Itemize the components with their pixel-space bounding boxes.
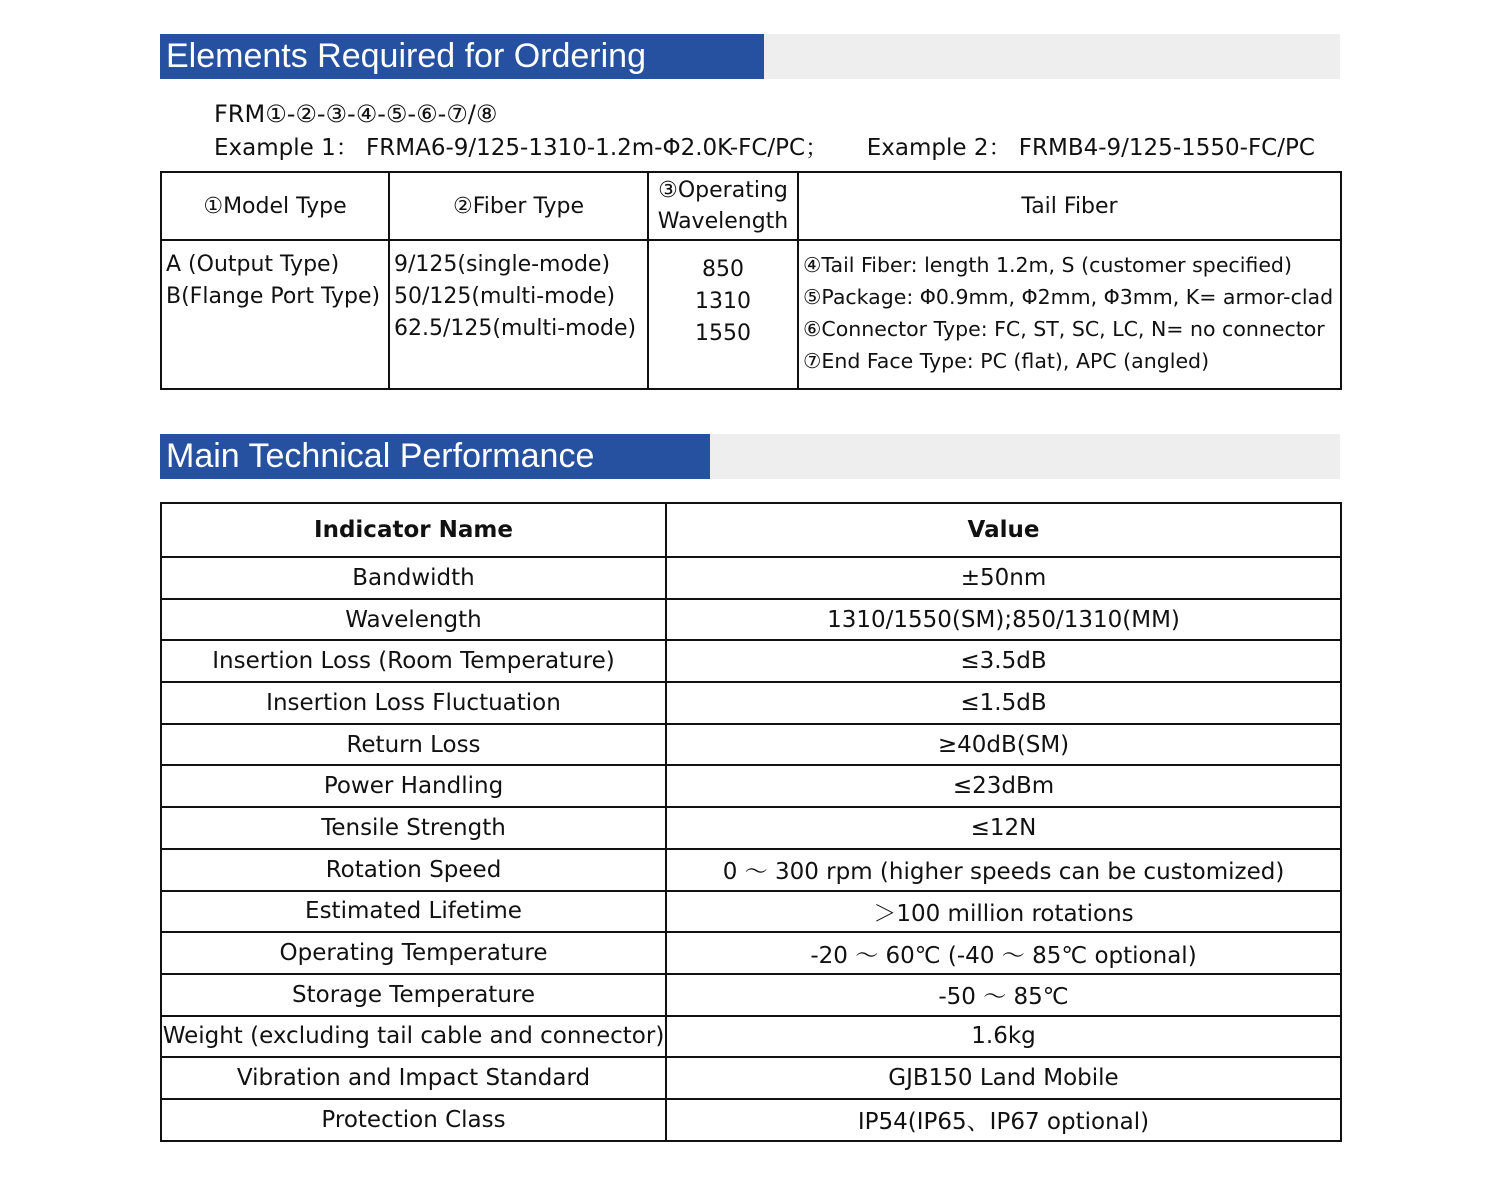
example2-label: Example 2： <box>866 135 1012 161</box>
model-type-item: A (Output Type) <box>166 252 340 277</box>
indicator-value-cell: -50 ～ 85℃ <box>666 974 1341 1016</box>
indicator-value-cell: ≥40dB(SM) <box>666 724 1341 766</box>
table-row <box>161 557 1341 599</box>
indicator-name-cell: Insertion Loss Fluctuation <box>161 682 666 724</box>
indicator-value-cell: -20 ～ 60℃ (-40 ～ 85℃ optional) <box>666 932 1341 974</box>
tail-fiber-item: ④Tail Fiber: length 1.2m, S (customer specified) <box>803 253 1292 277</box>
tail-fiber-cell <box>798 240 1341 389</box>
header-tail-fiber: Tail Fiber <box>798 172 1341 240</box>
ordering-section-title: Elements Required for Ordering <box>160 34 764 79</box>
fiber-type-item: 9/125(single-mode) <box>394 252 611 277</box>
performance-section-title: Main Technical Performance <box>160 434 710 479</box>
fiber-type-item: 50/125(multi-mode) <box>394 284 616 309</box>
performance-table-body <box>161 557 1341 1141</box>
example1-label: Example 1： <box>214 135 359 161</box>
header-wavelength <box>648 172 798 240</box>
header-wavelength-line2: Wavelength <box>657 209 789 234</box>
table-row <box>161 932 1341 974</box>
indicator-name-cell: Vibration and Impact Standard <box>161 1057 666 1099</box>
fiber-type-cell <box>389 240 648 389</box>
indicator-name-cell: Return Loss <box>161 724 666 766</box>
wavelength-item: 850 <box>702 257 744 282</box>
indicator-name-cell: Power Handling <box>161 765 666 807</box>
header-model-type: ①Model Type <box>161 172 389 240</box>
table-row <box>161 807 1341 849</box>
fiber-type-item: 62.5/125(multi-mode) <box>394 316 637 341</box>
indicator-value-cell: ≤12N <box>666 807 1341 849</box>
example1-value: FRMA6-9/125-1310-1.2m-Φ2.0K-FC/PC； <box>366 135 829 161</box>
end-face-type-item: ⑦End Face Type: PC (flat), APC (angled) <box>803 349 1210 373</box>
indicator-name-cell: Estimated Lifetime <box>161 891 666 933</box>
ordering-table <box>160 171 1342 390</box>
indicator-name-cell: Storage Temperature <box>161 974 666 1016</box>
wavelength-item: 1550 <box>695 321 751 346</box>
table-row <box>161 724 1341 766</box>
package-item: ⑤Package: Φ0.9mm, Φ2mm, Φ3mm, K= armor-clad <box>803 285 1334 309</box>
indicator-name-cell: Rotation Speed <box>161 849 666 891</box>
example2-value: FRMB4-9/125-1550-FC/PC <box>1018 135 1315 161</box>
indicator-value-cell: ≤23dBm <box>666 765 1341 807</box>
connector-type-item: ⑥Connector Type: FC, ST, SC, LC, N= no connector <box>803 317 1325 341</box>
indicator-value-cell: 1.6kg <box>666 1016 1341 1058</box>
table-row <box>161 682 1341 724</box>
table-row <box>161 599 1341 641</box>
model-type-cell <box>161 240 389 389</box>
table-row <box>161 1016 1341 1058</box>
performance-table <box>160 502 1342 1142</box>
indicator-value-cell: 0 ～ 300 rpm (higher speeds can be customized) <box>666 849 1341 891</box>
indicator-name-cell: Weight (excluding tail cable and connector) <box>161 1016 666 1058</box>
header-value: Value <box>666 503 1341 557</box>
performance-header-row <box>161 503 1341 557</box>
indicator-name-cell: Bandwidth <box>161 557 666 599</box>
indicator-value-cell: ≤3.5dB <box>666 640 1341 682</box>
table-row <box>161 1099 1341 1141</box>
wavelength-cell <box>648 240 798 389</box>
indicator-name-cell: Operating Temperature <box>161 932 666 974</box>
table-row <box>161 1057 1341 1099</box>
indicator-value-cell: ≤1.5dB <box>666 682 1341 724</box>
header-wavelength-line1: ③Operating <box>658 178 788 203</box>
model-type-item: B(Flange Port Type) <box>166 284 381 309</box>
indicator-name-cell: Wavelength <box>161 599 666 641</box>
wavelength-item: 1310 <box>695 289 751 314</box>
table-row <box>161 974 1341 1016</box>
ordering-examples <box>214 132 1315 164</box>
indicator-value-cell: ±50nm <box>666 557 1341 599</box>
indicator-value-cell: IP54(IP65、IP67 optional) <box>666 1099 1341 1141</box>
table-row <box>161 891 1341 933</box>
indicator-name-cell: Protection Class <box>161 1099 666 1141</box>
ordering-header-row <box>161 172 1341 240</box>
model-code-format: FRM①-②-③-④-⑤-⑥-⑦/⑧ <box>214 100 498 128</box>
header-fiber-type: ②Fiber Type <box>389 172 648 240</box>
indicator-value-cell: ＞100 million rotations <box>666 891 1341 933</box>
header-indicator-name: Indicator Name <box>161 503 666 557</box>
table-row <box>161 849 1341 891</box>
ordering-section-header <box>160 34 1340 79</box>
indicator-name-cell: Tensile Strength <box>161 807 666 849</box>
indicator-value-cell: GJB150 Land Mobile <box>666 1057 1341 1099</box>
indicator-name-cell: Insertion Loss (Room Temperature) <box>161 640 666 682</box>
table-row <box>161 640 1341 682</box>
performance-section-header <box>160 434 1340 479</box>
indicator-value-cell: 1310/1550(SM);850/1310(MM) <box>666 599 1341 641</box>
ordering-body-row <box>161 240 1341 389</box>
table-row <box>161 765 1341 807</box>
